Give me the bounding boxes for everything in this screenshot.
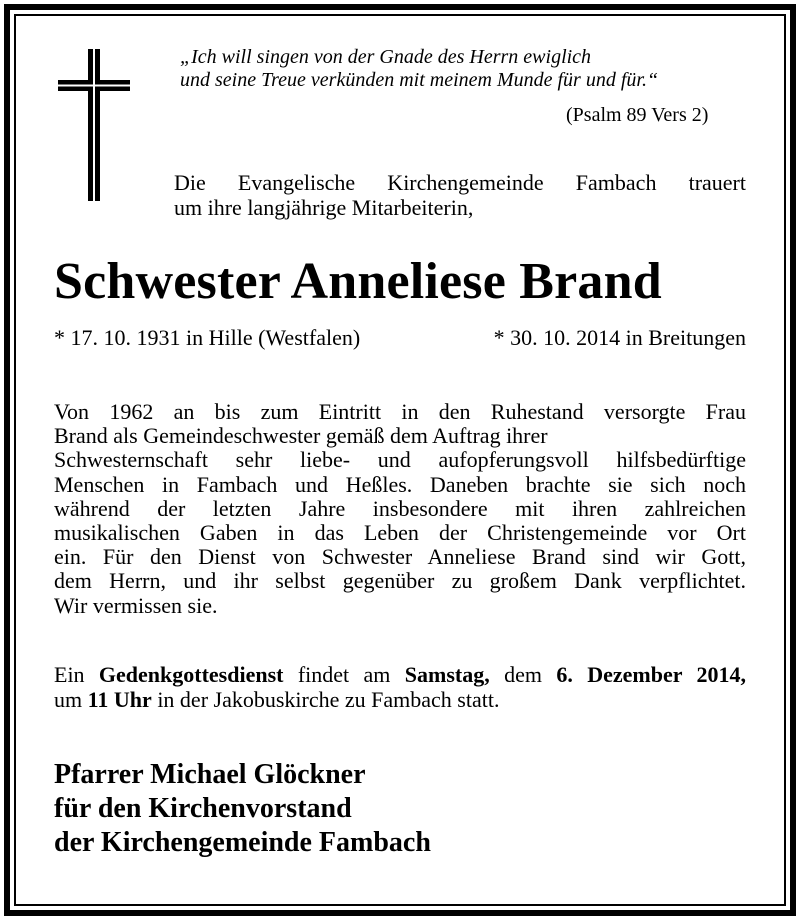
intro-text xyxy=(174,170,746,220)
bio-line: während der letzten Jahre insbesondere mit ihren zahlreichen xyxy=(54,495,746,521)
deceased-name: Schwester Anneliese Brand xyxy=(54,253,662,310)
service-text: dem xyxy=(489,662,557,687)
quote-line: und seine Treue verkünden mit meinem Munde für und für.“ xyxy=(180,69,659,91)
memorial-service-info xyxy=(54,662,746,712)
bio-line: Von 1962 an bis zum Eintritt in den Ruhestand versorgte Frau xyxy=(54,399,746,424)
birth-date: * 17. 10. 1931 in Hille (Westfalen) xyxy=(54,325,361,350)
bio-line: Menschen in Fambach und Heßles. Daneben brachte sie sich noch xyxy=(54,471,746,497)
psalm-citation: (Psalm 89 Vers 2) xyxy=(566,104,709,126)
death-date: * 30. 10. 2014 in Breitungen xyxy=(493,325,746,350)
service-line xyxy=(54,687,746,712)
psalm-quote xyxy=(180,46,658,92)
biography xyxy=(54,400,746,618)
bio-line: Brand als Gemeindeschwester gemäß dem Auftrag ihrer xyxy=(54,423,548,449)
quote-line: „Ich will singen von der Gnade des Herrn ewiglich xyxy=(180,46,592,68)
service-text: in der Jakobuskirche zu Fambach statt. xyxy=(151,687,500,712)
service-type: Gedenkgottesdienst xyxy=(98,662,284,687)
bio-line: musikalischen Gaben in das Leben der Christengemeinde vor Ort xyxy=(54,520,746,546)
signature-block xyxy=(54,758,431,860)
service-weekday: Samstag, xyxy=(404,662,490,687)
service-text: Ein xyxy=(54,662,99,687)
bio-line: Wir vermissen sie. xyxy=(54,592,218,618)
signature-line: für den Kirchenvorstand xyxy=(54,793,352,824)
service-time: 11 Uhr xyxy=(87,687,152,712)
bio-line: Schwesternschaft sehr liebe- und aufopferungsvoll hilfsbedürftige xyxy=(54,447,746,473)
service-text: um xyxy=(54,687,88,712)
bio-line: dem Herrn, und ihr selbst gegenüber zu großem Dank verpflichtet. xyxy=(54,568,746,594)
life-dates xyxy=(54,325,746,351)
service-date: 6. Dezember 2014, xyxy=(556,662,746,687)
bio-line: ein. Für den Dienst von Schwester Anneliese Brand sind wir Gott, xyxy=(54,544,746,570)
intro-line: Die Evangelische Kirchengemeinde Fambach trauert xyxy=(174,170,746,195)
service-line xyxy=(54,662,746,687)
service-text: findet am xyxy=(283,662,405,687)
cross-icon xyxy=(58,49,130,201)
signature-line: der Kirchengemeinde Fambach xyxy=(54,827,431,858)
signature-line: Pfarrer Michael Glöckner xyxy=(54,759,366,790)
intro-line: um ihre langjährige Mitarbeiterin, xyxy=(174,195,474,220)
